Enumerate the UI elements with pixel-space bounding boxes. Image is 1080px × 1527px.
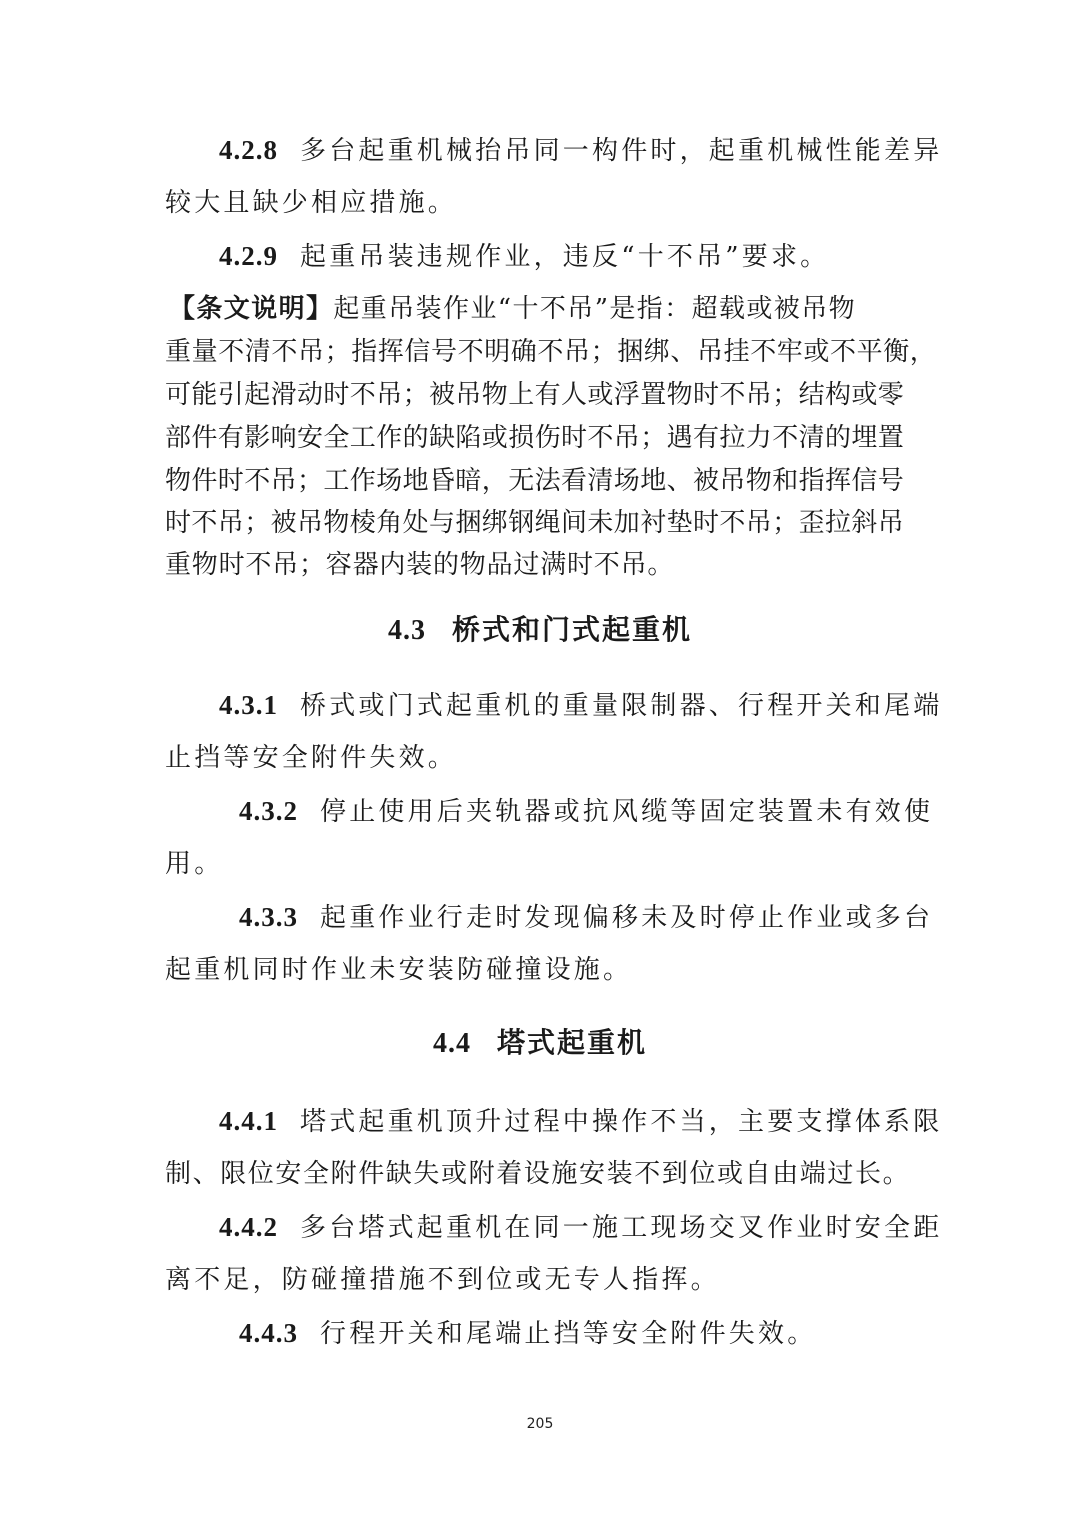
clause-text: 起重作业行走时发现偏移未及时停止作业或多台 bbox=[320, 903, 934, 933]
clause-4-3-2-line-1 bbox=[165, 793, 934, 830]
clause-text: 塔式起重机顶升过程中操作不当，主要支撑体系限 bbox=[300, 1107, 943, 1137]
clause-text: 停止使用后夹轨器或抗风缆等固定装置未有效使 bbox=[320, 797, 934, 827]
clause-number: 4.3.3 bbox=[239, 902, 298, 932]
section-heading-4-3 bbox=[0, 610, 1080, 651]
clause-4-4-2-line-2: 离不足，防碰撞措施不到位或无专人指挥。 bbox=[165, 1265, 720, 1295]
clause-text: 桥式或门式起重机的重量限制器、行程开关和尾端 bbox=[300, 691, 943, 721]
clause-4-3-1-line-2: 止挡等安全附件失效。 bbox=[165, 743, 458, 773]
explanation-line-7: 重物时不吊；容器内装的物品过满时不吊。 bbox=[165, 550, 675, 580]
explanation-line-5: 物件时不吊；工作场地昏暗，无法看清场地、被吊物和指挥信号 bbox=[165, 466, 905, 496]
explanation-label: 【条文说明】 bbox=[169, 294, 334, 324]
section-number: 4.3 bbox=[387, 615, 426, 646]
clause-text: 多台塔式起重机在同一施工现场交叉作业时安全距 bbox=[300, 1213, 943, 1243]
clause-text: 多台起重机械抬吊同一构件时，起重机械性能差异 bbox=[300, 136, 943, 166]
explanation-text: 起重吊装作业“十不吊”是指：超载或被吊物 bbox=[333, 294, 856, 324]
clause-4-4-1-line-1 bbox=[165, 1103, 943, 1140]
clause-4-3-2-line-2: 用。 bbox=[165, 849, 224, 879]
clause-4-3-1-line-1 bbox=[165, 687, 943, 724]
section-heading-4-4 bbox=[0, 1023, 1080, 1064]
page-number: 205 bbox=[526, 1416, 554, 1432]
section-title: 塔式起重机 bbox=[496, 1026, 647, 1059]
explanation-line-6: 时不吊；被吊物棱角处与捆绑钢绳间未加衬垫时不吊；歪拉斜吊 bbox=[165, 508, 905, 538]
clause-number: 4.2.9 bbox=[219, 241, 278, 271]
explanation-line-2: 重量不清不吊；指挥信号不明确不吊；捆绑、吊挂不牢或不平衡， bbox=[165, 337, 937, 367]
clause-text: 行程开关和尾端止挡等安全附件失效。 bbox=[320, 1319, 817, 1349]
explanation-line-4: 部件有影响安全工作的缺陷或损伤时不吊；遇有拉力不清的埋置 bbox=[165, 423, 905, 453]
explanation-line-1 bbox=[165, 291, 917, 327]
clause-4-3-3-line-2: 起重机同时作业未安装防碰撞设施。 bbox=[165, 955, 633, 985]
clause-4-3-3-line-1 bbox=[165, 899, 934, 936]
clause-number: 4.4.2 bbox=[219, 1212, 278, 1242]
clause-4-2-9-line-1 bbox=[165, 238, 917, 275]
clause-4-4-1-line-2: 制、限位安全附件缺失或附着设施安装不到位或自由端过长。 bbox=[165, 1159, 911, 1189]
clause-4-2-8-line-1 bbox=[165, 132, 943, 169]
section-title: 桥式和门式起重机 bbox=[451, 613, 692, 646]
clause-4-2-8-line-2: 较大且缺少相应措施。 bbox=[165, 188, 458, 218]
clause-4-4-2-line-1 bbox=[165, 1209, 943, 1246]
clause-text: 起重吊装违规作业，违反“十不吊”要求。 bbox=[300, 242, 830, 272]
clause-number: 4.3.1 bbox=[219, 690, 278, 720]
clause-number: 4.4.3 bbox=[239, 1318, 298, 1348]
clause-number: 4.3.2 bbox=[239, 796, 298, 826]
clause-4-4-3-line-1 bbox=[165, 1315, 917, 1352]
explanation-line-3: 可能引起滑动时不吊；被吊物上有人或浮置物时不吊；结构或零 bbox=[165, 380, 905, 410]
section-number: 4.4 bbox=[432, 1028, 471, 1059]
clause-number: 4.2.8 bbox=[219, 135, 278, 165]
clause-number: 4.4.1 bbox=[219, 1106, 278, 1136]
